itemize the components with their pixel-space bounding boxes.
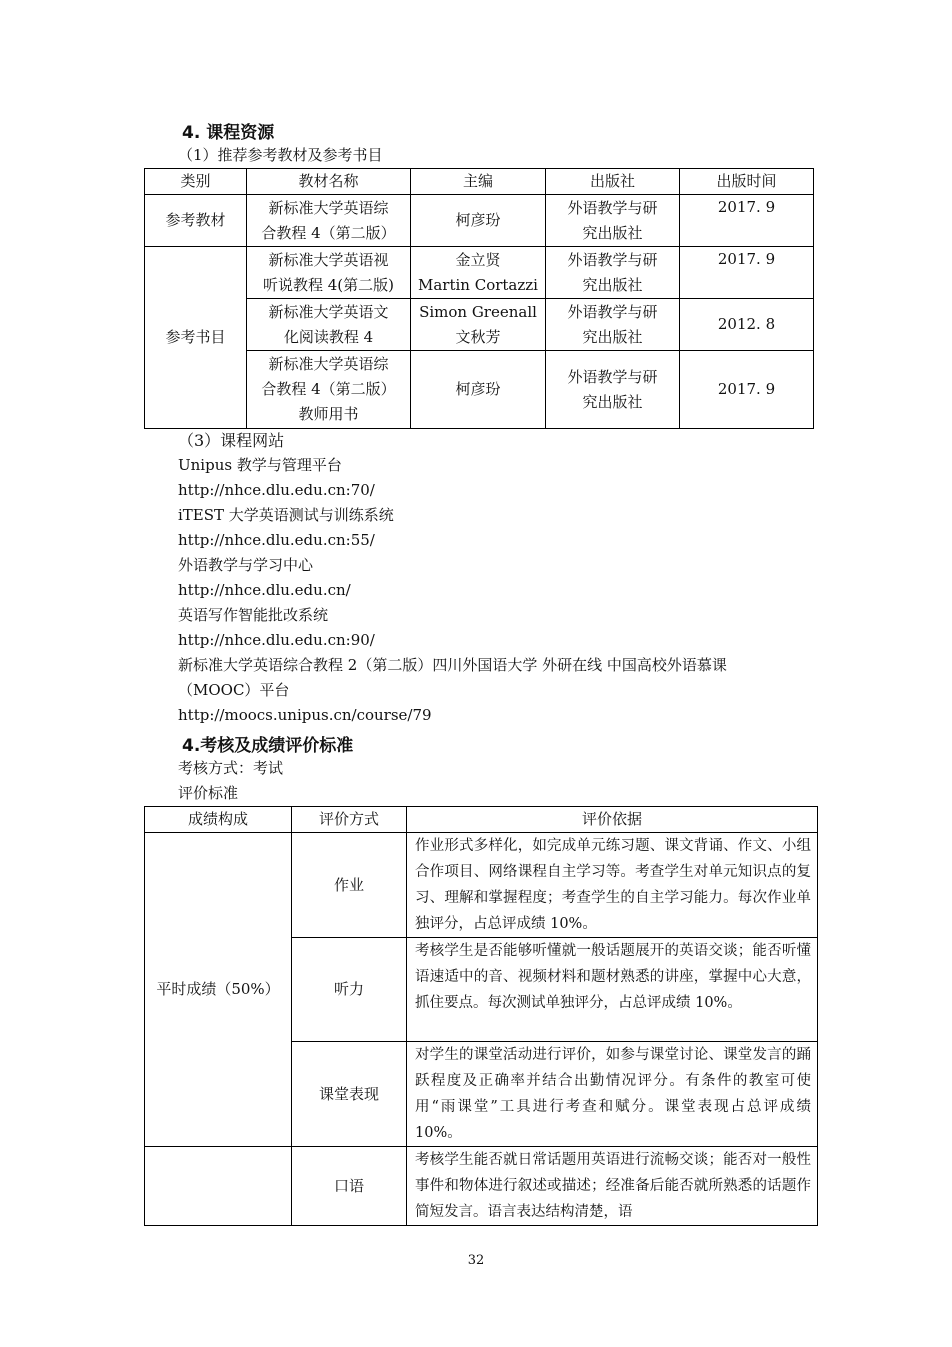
category-cell: 参考书目 xyxy=(145,247,247,429)
date-cell: 2012. 8 xyxy=(680,299,814,351)
header-editor: 主编 xyxy=(411,169,546,195)
textbook-table xyxy=(144,168,814,429)
date-cell: 2017. 9 xyxy=(680,195,814,247)
category-cell: 参考教材 xyxy=(145,195,247,247)
website-link[interactable]: http://nhce.dlu.edu.cn:70/ xyxy=(178,481,375,499)
book-name-cell: 新标准大学英语综 合教程 4（第二版） xyxy=(247,195,411,247)
editor-cell: 柯彦玢 xyxy=(411,195,546,247)
assessment-method: 考核方式：考试 xyxy=(178,759,284,777)
evaluation-basis-cell: 作业形式多样化，如完成单元练习题、课文背诵、作文、小组合作项目、网络课程自主学习等。考查学生对单元知识点的复习、理解和掌握程度；考查学生的自主学习能力。每次作业单独评分，占总评成绩 10%。 xyxy=(407,833,818,938)
editor-cell: 柯彦玢 xyxy=(411,351,546,429)
website-link[interactable]: http://moocs.unipus.cn/course/79 xyxy=(178,706,432,724)
evaluation-basis-cell: 考核学生是否能够听懂就一般话题展开的英语交谈；能否听懂语速适中的音、视频材料和题材熟悉的讲座，掌握中心大意，抓住要点。每次测试单独评分，占总评成绩 10%。 xyxy=(407,938,818,1042)
evaluation-mode-cell: 课堂表现 xyxy=(292,1042,407,1147)
section-title-course-resources: 4. 课程资源 xyxy=(182,123,275,143)
publisher-cell: 外语教学与研 究出版社 xyxy=(546,195,680,247)
book-name-cell: 新标准大学英语视 听说教程 4(第二版) xyxy=(247,247,411,299)
website-item: 新标准大学英语综合教程 2（第二版）四川外国语大学 外研在线 中国高校外语慕课 xyxy=(178,656,727,674)
header-evaluation-mode: 评价方式 xyxy=(292,807,407,833)
page-number: 32 xyxy=(467,1253,485,1268)
publisher-cell: 外语教学与研 究出版社 xyxy=(546,299,680,351)
table-row xyxy=(145,1147,818,1226)
website-item: 英语写作智能批改系统 xyxy=(178,606,329,624)
header-grade-component: 成绩构成 xyxy=(145,807,292,833)
assessment-table-header xyxy=(145,807,818,833)
header-book-name: 教材名称 xyxy=(247,169,411,195)
table-row xyxy=(145,195,814,247)
section-title-assessment: 4.考核及成绩评价标准 xyxy=(182,736,354,756)
website-item: （MOOC）平台 xyxy=(178,681,290,699)
header-publisher: 出版社 xyxy=(546,169,680,195)
book-name-cell: 新标准大学英语文 化阅读教程 4 xyxy=(247,299,411,351)
grade-component-cell: 平时成绩（50%） xyxy=(145,833,292,1147)
grade-component-cell-continued xyxy=(145,1147,292,1226)
publisher-cell: 外语教学与研 究出版社 xyxy=(546,247,680,299)
textbook-table-header xyxy=(145,169,814,195)
website-link[interactable]: http://nhce.dlu.edu.cn:55/ xyxy=(178,531,375,549)
website-item: 外语教学与学习中心 xyxy=(178,556,314,574)
table-row xyxy=(145,247,814,299)
assessment-table xyxy=(144,806,818,1226)
evaluation-basis-cell: 对学生的课堂活动进行评价，如参与课堂讨论、课堂发言的踊跃程度及正确率并结合出勤情况评分。有条件的教室可使用“雨课堂”工具进行考查和赋分。课堂表现占总评成绩 10%。 xyxy=(407,1042,818,1147)
website-item: iTEST 大学英语测试与训练系统 xyxy=(178,506,394,524)
editor-cell: 金立贤 Martin Cortazzi xyxy=(411,247,546,299)
publisher-cell: 外语教学与研 究出版社 xyxy=(546,351,680,429)
header-evaluation-basis: 评价依据 xyxy=(407,807,818,833)
criteria-label: 评价标准 xyxy=(178,784,239,802)
date-cell: 2017. 9 xyxy=(680,351,814,429)
website-link[interactable]: http://nhce.dlu.edu.cn:90/ xyxy=(178,631,375,649)
date-cell: 2017. 9 xyxy=(680,247,814,299)
evaluation-mode-cell: 作业 xyxy=(292,833,407,938)
book-name-cell: 新标准大学英语综 合教程 4（第二版） 教师用书 xyxy=(247,351,411,429)
evaluation-mode-cell: 口语 xyxy=(292,1147,407,1226)
header-publish-date: 出版时间 xyxy=(680,169,814,195)
subsection-course-websites: （3）课程网站 xyxy=(178,431,285,450)
table-row xyxy=(145,833,818,938)
evaluation-basis-cell: 考核学生能否就日常话题用英语进行流畅交谈；能否对一般性事件和物体进行叙述或描述；经准备后能否就所熟悉的话题作简短发言。语言表达结构清楚，语 xyxy=(407,1147,818,1226)
editor-cell: Simon Greenall 文秋芳 xyxy=(411,299,546,351)
subsection-textbooks: （1）推荐参考教材及参考书目 xyxy=(178,146,383,164)
evaluation-mode-cell: 听力 xyxy=(292,938,407,1042)
header-category: 类别 xyxy=(145,169,247,195)
website-item: Unipus 教学与管理平台 xyxy=(178,456,342,474)
website-link[interactable]: http://nhce.dlu.edu.cn/ xyxy=(178,581,351,599)
